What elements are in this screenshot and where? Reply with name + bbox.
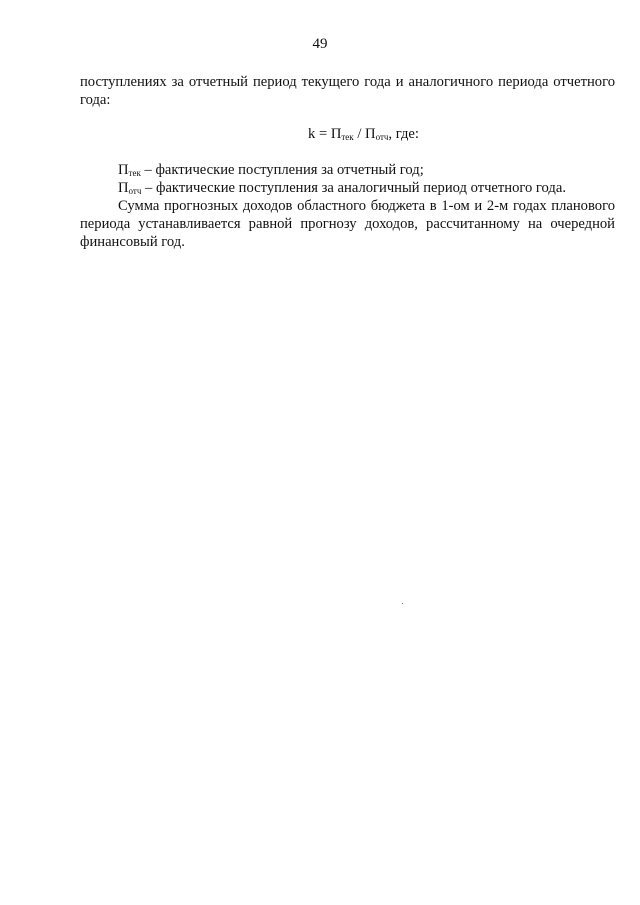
definition-symbol: П: [118, 162, 129, 178]
definition-text: – фактические поступления за отчетный год;: [140, 162, 424, 178]
paragraph-forecast: Сумма прогнозных доходов областного бюджета в 1-ом и 2-м годах планового периода устанавливается равной прогнозу доходов, рассчитанному на очередной финансовый год.: [80, 198, 615, 250]
definition-symbol: П: [118, 180, 129, 196]
formula-subscript-current: тек: [341, 132, 354, 142]
definition-previous: [118, 180, 566, 197]
definition-subscript: тек: [128, 168, 141, 178]
formula-divider: / П: [353, 126, 376, 142]
scan-speck: [402, 603, 403, 604]
page-number: 49: [312, 36, 328, 52]
paragraph-continued: поступлениях за отчетный период текущего года и аналогичного периода отчетного года:: [80, 74, 615, 108]
definition-subscript: отч: [128, 186, 142, 196]
definition-text: – фактические поступления за аналогичный период отчетного года.: [141, 180, 566, 196]
formula-subscript-previous: отч: [375, 132, 389, 142]
formula: [308, 126, 419, 143]
definition-current: [118, 162, 424, 179]
formula-tail: , где:: [388, 126, 419, 142]
formula-lhs: k = П: [308, 126, 342, 142]
